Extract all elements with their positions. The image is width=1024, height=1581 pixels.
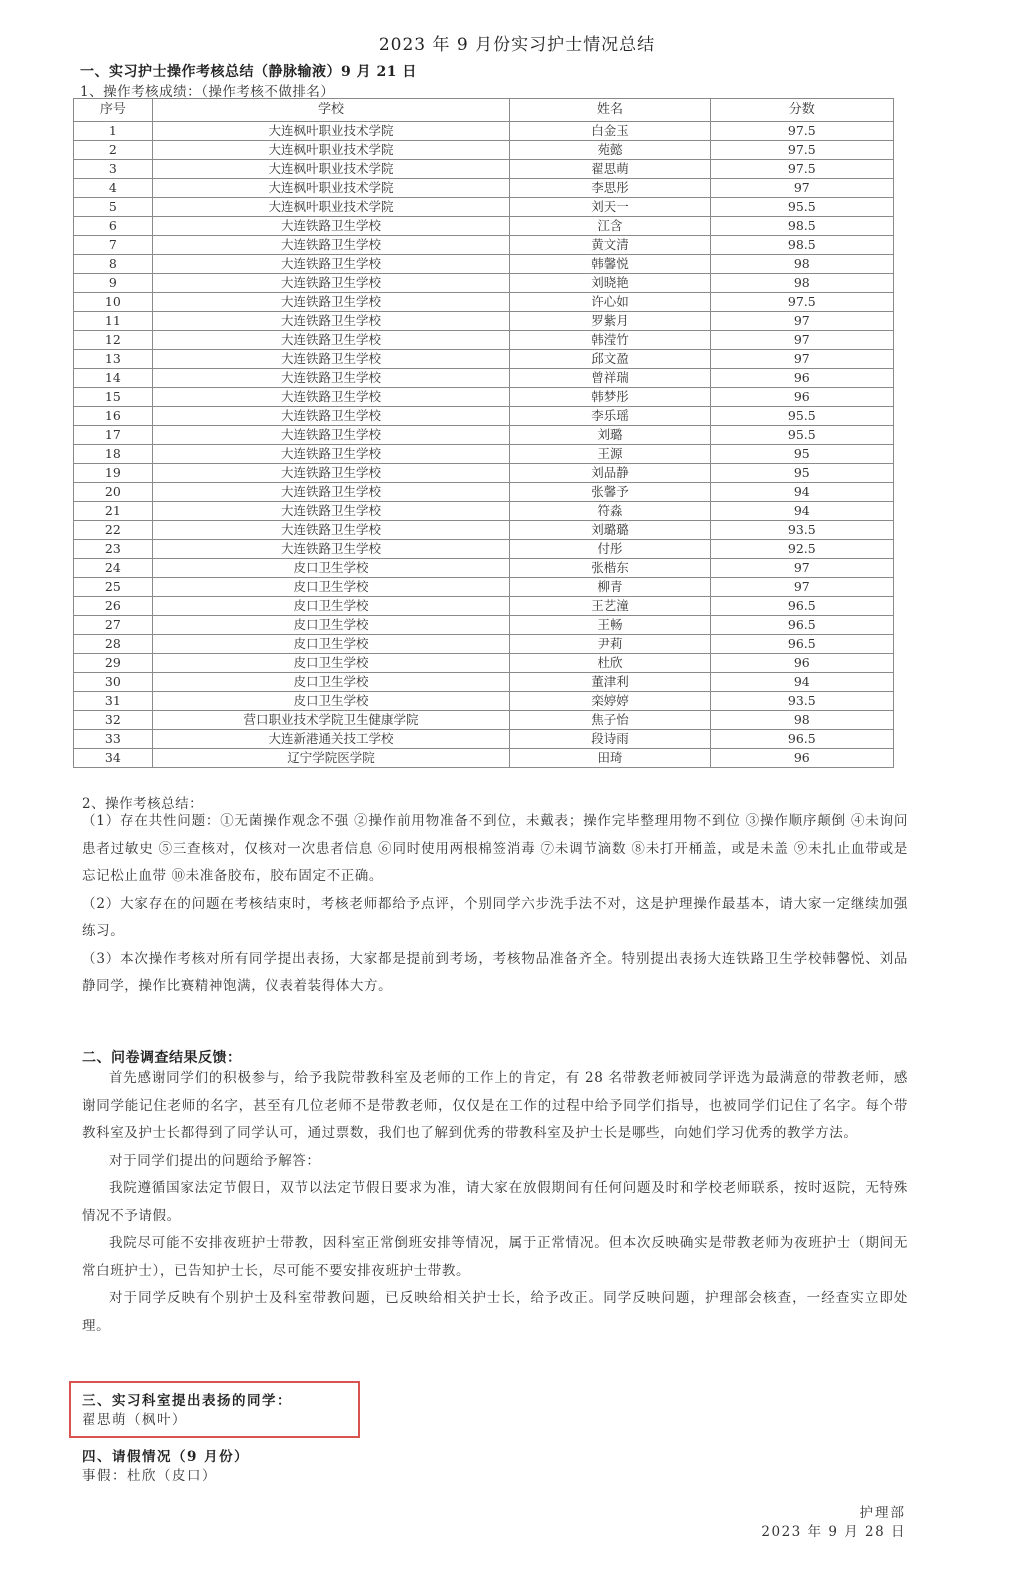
cell-no: 7 xyxy=(74,236,153,255)
table-row xyxy=(74,597,894,616)
cell-school: 大连铁路卫生学校 xyxy=(152,388,510,407)
cell-no: 20 xyxy=(74,483,153,502)
cell-no: 1 xyxy=(74,122,153,141)
summary-item-3: （3）本次操作考核对所有同学提出表扬，大家都是提前到考场，考核物品准备齐全。特别提出表扬大连铁路卫生学校韩馨悦、刘品静同学，操作比赛精神饱满，仪表着装得体大方。 xyxy=(82,950,908,994)
table-row xyxy=(74,331,894,350)
cell-score: 95.5 xyxy=(710,198,893,217)
cell-name: 韩馨悦 xyxy=(510,255,710,274)
cell-school: 大连铁路卫生学校 xyxy=(152,293,510,312)
cell-name: 江含 xyxy=(510,217,710,236)
cell-name: 王艺潼 xyxy=(510,597,710,616)
cell-score: 93.5 xyxy=(710,692,893,711)
cell-school: 大连枫叶职业技术学院 xyxy=(152,160,510,179)
cell-no: 33 xyxy=(74,730,153,749)
cell-score: 96.5 xyxy=(710,597,893,616)
cell-no: 30 xyxy=(74,673,153,692)
score-table xyxy=(73,98,894,768)
cell-school: 大连新港通关技工学校 xyxy=(152,730,510,749)
cell-no: 31 xyxy=(74,692,153,711)
cell-school: 大连铁路卫生学校 xyxy=(152,502,510,521)
cell-school: 大连铁路卫生学校 xyxy=(152,255,510,274)
cell-school: 皮口卫生学校 xyxy=(152,597,510,616)
cell-school: 大连铁路卫生学校 xyxy=(152,236,510,255)
cell-no: 27 xyxy=(74,616,153,635)
cell-score: 98 xyxy=(710,711,893,730)
cell-name: 曾祥瑞 xyxy=(510,369,710,388)
header-name: 姓名 xyxy=(510,99,710,122)
cell-score: 97 xyxy=(710,559,893,578)
section2-heading: 二、问卷调查结果反馈： xyxy=(82,1050,242,1066)
cell-score: 95 xyxy=(710,445,893,464)
cell-no: 11 xyxy=(74,312,153,331)
cell-school: 大连铁路卫生学校 xyxy=(152,483,510,502)
cell-no: 18 xyxy=(74,445,153,464)
cell-name: 韩滢竹 xyxy=(510,331,710,350)
cell-no: 32 xyxy=(74,711,153,730)
cell-name: 李思彤 xyxy=(510,179,710,198)
cell-no: 15 xyxy=(74,388,153,407)
cell-school: 皮口卫生学校 xyxy=(152,578,510,597)
table-row xyxy=(74,692,894,711)
section4-content: 事假：杜欣（皮口） xyxy=(82,1468,217,1484)
cell-name: 杜欣 xyxy=(510,654,710,673)
cell-score: 96.5 xyxy=(710,616,893,635)
cell-school: 大连枫叶职业技术学院 xyxy=(152,141,510,160)
table-row xyxy=(74,426,894,445)
cell-no: 22 xyxy=(74,521,153,540)
table-row xyxy=(74,540,894,559)
cell-score: 97 xyxy=(710,578,893,597)
header-score: 分数 xyxy=(710,99,893,122)
cell-score: 97 xyxy=(710,350,893,369)
cell-name: 邱文盈 xyxy=(510,350,710,369)
table-row xyxy=(74,464,894,483)
table-row xyxy=(74,198,894,217)
cell-name: 刘晓艳 xyxy=(510,274,710,293)
cell-score: 94 xyxy=(710,502,893,521)
table-row xyxy=(74,122,894,141)
cell-name: 白金玉 xyxy=(510,122,710,141)
cell-school: 大连铁路卫生学校 xyxy=(152,350,510,369)
cell-name: 苑懿 xyxy=(510,141,710,160)
summary-block xyxy=(82,808,908,1001)
table-row xyxy=(74,369,894,388)
table-row xyxy=(74,502,894,521)
cell-no: 26 xyxy=(74,597,153,616)
cell-no: 29 xyxy=(74,654,153,673)
cell-name: 黄文清 xyxy=(510,236,710,255)
cell-score: 97 xyxy=(710,312,893,331)
cell-name: 刘璐璐 xyxy=(510,521,710,540)
cell-score: 97.5 xyxy=(710,293,893,312)
cell-school: 大连铁路卫生学校 xyxy=(152,540,510,559)
cell-score: 96.5 xyxy=(710,635,893,654)
cell-score: 94 xyxy=(710,483,893,502)
header-school: 学校 xyxy=(152,99,510,122)
cell-school: 皮口卫生学校 xyxy=(152,616,510,635)
cell-name: 李乐瑶 xyxy=(510,407,710,426)
table-row xyxy=(74,160,894,179)
cell-school: 皮口卫生学校 xyxy=(152,673,510,692)
section1-sub2: 2、操作考核总结： xyxy=(82,796,204,812)
cell-score: 96 xyxy=(710,749,893,768)
document-title: 2023 年 9 月份实习护士情况总结 xyxy=(378,35,656,55)
cell-school: 皮口卫生学校 xyxy=(152,654,510,673)
table-row xyxy=(74,654,894,673)
table-row xyxy=(74,388,894,407)
table-row xyxy=(74,711,894,730)
feedback-paragraph-3: 我院遵循国家法定节假日，双节以法定节假日要求为准，请大家在放假期间有任何问题及时和学校老师联系，按时返院，无特殊情况不予请假。 xyxy=(82,1180,908,1224)
section4-heading: 四、请假情况（9 月份） xyxy=(82,1449,250,1465)
cell-no: 13 xyxy=(74,350,153,369)
table-row xyxy=(74,521,894,540)
table-header-row xyxy=(74,99,894,122)
signature-department: 护理部 xyxy=(859,1505,906,1521)
cell-no: 21 xyxy=(74,502,153,521)
cell-name: 刘天一 xyxy=(510,198,710,217)
cell-no: 14 xyxy=(74,369,153,388)
cell-score: 97 xyxy=(710,179,893,198)
cell-no: 28 xyxy=(74,635,153,654)
cell-score: 98.5 xyxy=(710,236,893,255)
cell-score: 97.5 xyxy=(710,160,893,179)
cell-name: 刘品静 xyxy=(510,464,710,483)
cell-school: 大连铁路卫生学校 xyxy=(152,331,510,350)
cell-score: 96 xyxy=(710,654,893,673)
cell-no: 23 xyxy=(74,540,153,559)
cell-no: 4 xyxy=(74,179,153,198)
cell-school: 大连铁路卫生学校 xyxy=(152,274,510,293)
summary-item-1: （1）存在共性问题：①无菌操作观念不强 ②操作前用物准备不到位，未戴表；操作完毕整理用物不到位 ③操作顺序颠倒 ④未询问患者过敏史 ⑤三查核对，仅核对一次患者信息 ⑥同时使用两根棉签消毒 ⑦未调节滴数 ⑧未打开桶盖，或是未盖 ⑨未扎止血带或是忘记松止血带 ⑩未准备胶布，胶布固定不正确。 xyxy=(82,813,908,884)
feedback-paragraph-5: 对于同学反映有个别护士及科室带教问题，已反映给相关护士长，给予改正。同学反映问题，护理部会核查，一经查实立即处理。 xyxy=(82,1290,908,1334)
cell-no: 6 xyxy=(74,217,153,236)
cell-name: 田琦 xyxy=(510,749,710,768)
cell-no: 16 xyxy=(74,407,153,426)
cell-score: 97.5 xyxy=(710,122,893,141)
cell-score: 98 xyxy=(710,255,893,274)
table-row xyxy=(74,274,894,293)
cell-school: 大连铁路卫生学校 xyxy=(152,521,510,540)
cell-no: 17 xyxy=(74,426,153,445)
cell-name: 翟思萌 xyxy=(510,160,710,179)
table-row xyxy=(74,350,894,369)
cell-school: 皮口卫生学校 xyxy=(152,635,510,654)
table-row xyxy=(74,673,894,692)
table-row xyxy=(74,407,894,426)
cell-school: 皮口卫生学校 xyxy=(152,559,510,578)
section1-heading: 一、实习护士操作考核总结（静脉输液）9 月 21 日 xyxy=(80,64,417,80)
feedback-paragraph-1: 首先感谢同学们的积极参与，给予我院带教科室及老师的工作上的肯定，有 28 名带教老师被同学评选为最满意的带教老师，感谢同学能记住老师的名字，甚至有几位老师不是带教老师，仅仅是在工作的过程中给予同学们指导，也被同学们记住了名字。每个带教科室及护士长都得到了同学认可，通过票数，我们也了解到优秀的带教科室及护士长是哪些，向她们学习优秀的教学方法。 xyxy=(82,1070,908,1141)
cell-no: 3 xyxy=(74,160,153,179)
cell-school: 大连铁路卫生学校 xyxy=(152,464,510,483)
signature-date: 2023 年 9 月 28 日 xyxy=(761,1524,906,1540)
section3-heading: 三、实习科室提出表扬的同学： xyxy=(82,1393,292,1409)
cell-school: 大连枫叶职业技术学院 xyxy=(152,179,510,198)
table-row xyxy=(74,635,894,654)
cell-school: 大连枫叶职业技术学院 xyxy=(152,122,510,141)
cell-school: 大连铁路卫生学校 xyxy=(152,369,510,388)
table-row xyxy=(74,255,894,274)
cell-no: 8 xyxy=(74,255,153,274)
table-row xyxy=(74,293,894,312)
cell-score: 92.5 xyxy=(710,540,893,559)
cell-school: 大连铁路卫生学校 xyxy=(152,312,510,331)
cell-score: 95.5 xyxy=(710,407,893,426)
feedback-block xyxy=(82,1065,908,1340)
table-row xyxy=(74,236,894,255)
cell-school: 大连铁路卫生学校 xyxy=(152,426,510,445)
cell-name: 韩梦彤 xyxy=(510,388,710,407)
cell-name: 王畅 xyxy=(510,616,710,635)
cell-name: 栾婷婷 xyxy=(510,692,710,711)
table-row xyxy=(74,483,894,502)
cell-name: 尹莉 xyxy=(510,635,710,654)
cell-name: 王源 xyxy=(510,445,710,464)
cell-school: 大连铁路卫生学校 xyxy=(152,407,510,426)
table-row xyxy=(74,179,894,198)
cell-score: 96.5 xyxy=(710,730,893,749)
table-row xyxy=(74,616,894,635)
cell-no: 34 xyxy=(74,749,153,768)
cell-score: 97.5 xyxy=(710,141,893,160)
feedback-paragraph-2: 对于同学们提出的问题给予解答： xyxy=(109,1152,321,1169)
table-row xyxy=(74,730,894,749)
cell-school: 大连枫叶职业技术学院 xyxy=(152,198,510,217)
cell-score: 96 xyxy=(710,369,893,388)
cell-no: 24 xyxy=(74,559,153,578)
table-row xyxy=(74,445,894,464)
cell-score: 98 xyxy=(710,274,893,293)
cell-school: 辽宁学院医学院 xyxy=(152,749,510,768)
header-no: 序号 xyxy=(74,99,153,122)
cell-no: 9 xyxy=(74,274,153,293)
cell-name: 董津利 xyxy=(510,673,710,692)
cell-no: 10 xyxy=(74,293,153,312)
table-row xyxy=(74,312,894,331)
cell-name: 段诗雨 xyxy=(510,730,710,749)
summary-item-2: （2）大家存在的问题在考核结束时，考核老师都给予点评，个别同学六步洗手法不对，这是护理操作最基本，请大家一定继续加强练习。 xyxy=(82,895,908,939)
table-row xyxy=(74,578,894,597)
table-row xyxy=(74,141,894,160)
cell-name: 罗紫月 xyxy=(510,312,710,331)
cell-score: 95.5 xyxy=(710,426,893,445)
table-body xyxy=(74,122,894,768)
cell-score: 94 xyxy=(710,673,893,692)
section3-content: 翟思萌（枫叶） xyxy=(82,1412,187,1428)
section1-sub1: 1、操作考核成绩：（操作考核不做排名） xyxy=(80,84,335,100)
cell-name: 付彤 xyxy=(510,540,710,559)
cell-name: 焦子怡 xyxy=(510,711,710,730)
cell-no: 25 xyxy=(74,578,153,597)
cell-name: 刘璐 xyxy=(510,426,710,445)
table-row xyxy=(74,749,894,768)
cell-name: 张楷东 xyxy=(510,559,710,578)
cell-score: 93.5 xyxy=(710,521,893,540)
cell-school: 大连铁路卫生学校 xyxy=(152,217,510,236)
cell-name: 张馨予 xyxy=(510,483,710,502)
cell-score: 96 xyxy=(710,388,893,407)
cell-no: 12 xyxy=(74,331,153,350)
cell-no: 5 xyxy=(74,198,153,217)
cell-school: 皮口卫生学校 xyxy=(152,692,510,711)
feedback-paragraph-4: 我院尽可能不安排夜班护士带教，因科室正常倒班安排等情况，属于正常情况。但本次反映确实是带教老师为夜班护士（期间无常白班护士），已告知护士长，尽可能不要安排夜班护士带教。 xyxy=(82,1235,908,1279)
cell-name: 许心如 xyxy=(510,293,710,312)
cell-name: 柳青 xyxy=(510,578,710,597)
cell-name: 符淼 xyxy=(510,502,710,521)
table-row xyxy=(74,217,894,236)
cell-score: 98.5 xyxy=(710,217,893,236)
cell-score: 97 xyxy=(710,331,893,350)
cell-school: 大连铁路卫生学校 xyxy=(152,445,510,464)
cell-no: 19 xyxy=(74,464,153,483)
table-row xyxy=(74,559,894,578)
cell-score: 95 xyxy=(710,464,893,483)
cell-no: 2 xyxy=(74,141,153,160)
cell-school: 营口职业技术学院卫生健康学院 xyxy=(152,711,510,730)
